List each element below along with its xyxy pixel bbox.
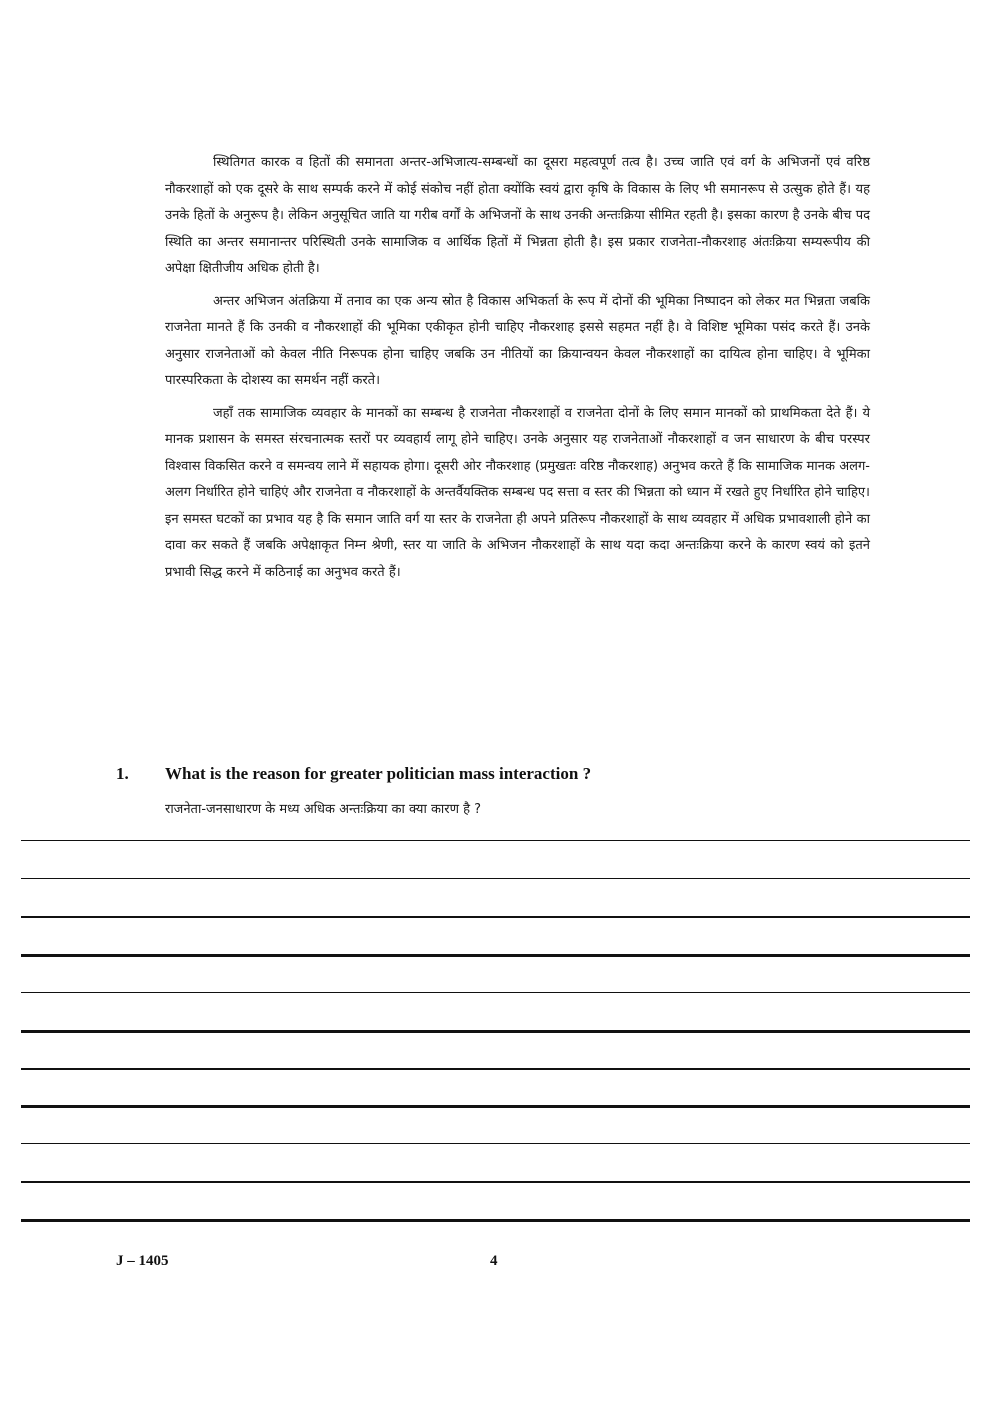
question-number: 1. xyxy=(116,764,129,783)
question-text-hindi: राजनेता-जनसाधारण के मध्य अधिक अन्तःक्रिया का क्या कारण है ? xyxy=(165,802,482,817)
passage-paragraph-1: स्थितिगत कारक व हितों की समानता अन्तर-अभिजात्य-सम्बन्धों का दूसरा महत्वपूर्ण तत्व है। उच्च जाति एवं वर्ग के अभिजनों एवं वरिष्ठ नौकरशाहों को एक दूसरे के साथ सम्पर्क करने में कोई संकोच नहीं होता क्योंकि स्वयं द्वारा कृषि के विकास के लिए भी समानरूप से उत्सुक होते हैं। यह उनके हितों के अनुरूप है। लेकिन अनुसूचित जाति या गरीब वर्गों के अभिजनों के साथ उनकी अन्तःक्रिया सीमित रहती है। इसका कारण है उनके बीच पद स्थिति का अन्तर समानान्तर परिस्थिती उनके सामाजिक व आर्थिक हितों में भिन्नता होती है। इस प्रकार राजनेता-नौकरशाह अंतःक्रिया सम्यरूपीय की अपेक्षा क्षितीजीय अधिक होती है। xyxy=(165,155,870,276)
passage xyxy=(165,150,870,592)
answer-line xyxy=(21,1068,970,1070)
passage-paragraph-3: जहाँ तक सामाजिक व्यवहार के मानकों का सम्बन्ध है राजनेता नौकरशाहों व राजनेता दोनों के लिए समान मानकों को प्राथमिकता देते हैं। ये मानक प्रशासन के समस्त संरचनात्मक स्तरों पर व्यवहार्य लागू होने चाहिए। उनके अनुसार यह राजनेताओं नौकरशाहों व जन साधारण के बीच परस्पर विश्वास विकसित करने व समन्वय लाने में सहायक होगा। दूसरी ओर नौकरशाह (प्रमुखतः वरिष्ठ नौकरशाह) अनुभव करते हैं कि सामाजिक मानक अलग-अलग निर्धारित होने चाहिएं और राजनेता व नौकरशाहों के अन्तर्वैयक्तिक सम्बन्ध पद सत्ता व स्तर की भिन्नता को ध्यान में रखते हुए निर्धारित होने चाहिए। इन समस्त घटकों का प्रभाव यह है कि समान जाति वर्ग या स्तर के राजनेता ही अपने प्रतिरूप नौकरशाहों के साथ व्यवहार में अधिक प्रभावशाली होने का दावा कर सकते हैं जबकि अपेक्षाकृत निम्न श्रेणी, स्तर या जाति के अभिजन नौकरशाहों के साथ यदा कदा अन्तःक्रिया करने के कारण स्वयं को इतने प्रभावी सिद्ध करने में कठिनाई का अनुभव करते हैं। xyxy=(165,405,870,580)
answer-area[interactable] xyxy=(21,840,970,1230)
answer-line xyxy=(21,1219,970,1222)
answer-line xyxy=(21,840,970,841)
answer-line xyxy=(21,916,970,918)
answer-line xyxy=(21,878,970,879)
page-number: 4 xyxy=(490,1253,498,1269)
answer-line xyxy=(21,954,970,957)
question-text-english: What is the reason for greater politician mass interaction ? xyxy=(165,764,592,783)
answer-line xyxy=(21,1181,970,1183)
answer-line xyxy=(21,992,970,993)
passage-paragraph-2: अन्तर अभिजन अंतक्रिया में तनाव का एक अन्य स्रोत है विकास अभिकर्ता के रूप में दोनों की भूमिका निष्पादन को लेकर मत भिन्नता जबकि राजनेता मानते हैं कि उनकी व नौकरशाहों की भूमिका एकीकृत होनी चाहिए नौकरशाह इससे सहमत नहीं है। वे विशिष्ट भूमिका पसंद करते हैं। उनके अनुसार राजनेताओं को केवल नीति निरूपक होना चाहिए जबकि उन नीतियों का क्रियान्वयन केवल नौकरशाहों का दायित्व होना चाहिए। वे भूमिका पारस्परिकता के दोशस्य का समर्थन नहीं करते। xyxy=(165,293,870,388)
paper-code: J – 1405 xyxy=(116,1253,169,1269)
answer-line xyxy=(21,1143,970,1144)
answer-line xyxy=(21,1105,970,1108)
answer-line xyxy=(21,1030,970,1033)
